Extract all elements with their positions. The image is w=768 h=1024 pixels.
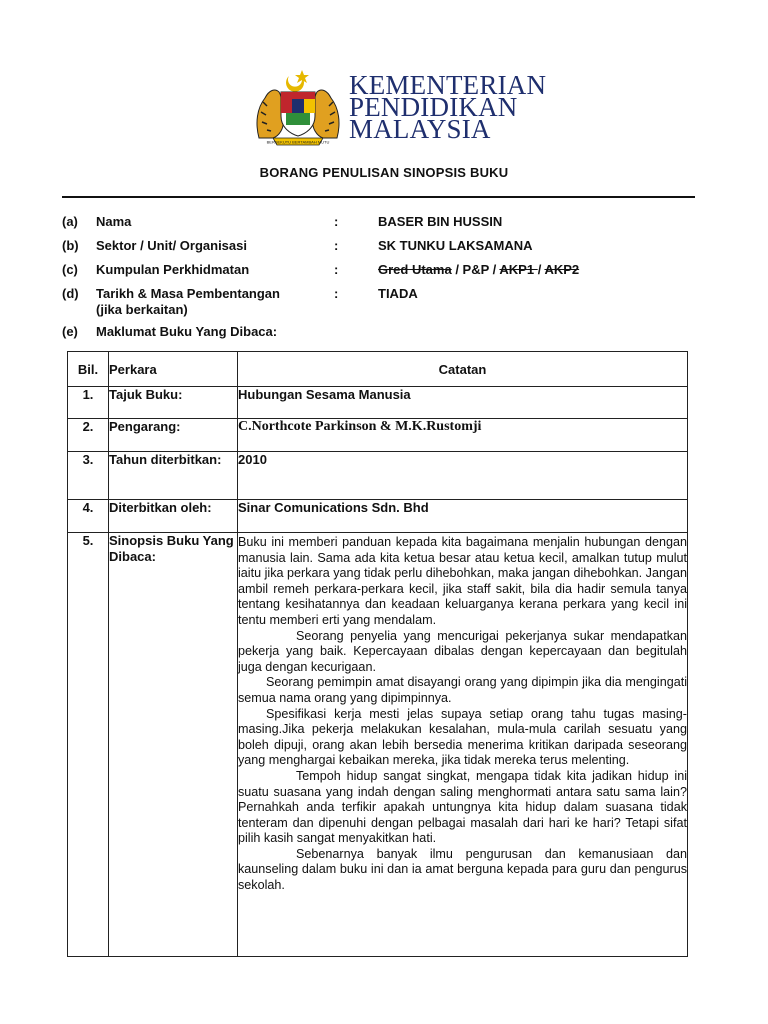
row-value xyxy=(238,533,688,957)
info-colon: : xyxy=(334,262,339,277)
info-row-tarikh xyxy=(62,286,702,324)
info-row-maklumat xyxy=(62,324,702,348)
table-row xyxy=(68,452,688,500)
table-header-row xyxy=(68,352,688,387)
info-value-kumpulan xyxy=(378,262,579,277)
title-divider xyxy=(62,196,695,198)
row-value: Hubungan Sesama Manusia xyxy=(238,387,688,419)
table-row xyxy=(68,500,688,533)
ministry-line-3: MALAYSIA xyxy=(349,114,491,144)
row-number: 5. xyxy=(68,533,109,957)
coat-of-arms-icon xyxy=(253,68,343,146)
ministry-logo xyxy=(253,68,553,148)
synopsis-paragraph: Sebenarnya banyak ilmu pengurusan dan kemanusiaan dan kaunseling dalam buku ini dan ia amat berguna kepada para guru dan pengurus sekolah. xyxy=(238,846,687,893)
struck-option: AKP2 xyxy=(544,262,580,277)
table-row xyxy=(68,387,688,419)
ministry-name xyxy=(349,70,547,144)
info-label-tarikh xyxy=(96,286,326,318)
row-label: Sinopsis Buku Yang Dibaca: xyxy=(109,533,238,957)
row-value: 2010 xyxy=(238,452,688,500)
form-title: BORANG PENULISAN SINOPSIS BUKU xyxy=(259,165,509,180)
info-colon: : xyxy=(334,238,339,253)
info-label-maklumat: Maklumat Buku Yang Dibaca: xyxy=(96,324,278,339)
row-label: Diterbitkan oleh: xyxy=(109,500,238,533)
row-number: 2. xyxy=(68,419,109,452)
row-label: Tahun diterbitkan: xyxy=(109,452,238,500)
synopsis-paragraph: Spesifikasi kerja mesti jelas supaya setiap orang tahu tugas masing-masing.Jika pekerja melakukan kesalahan, mula-mula carilah sesuatu yang boleh dipuji, orang akan lebih bersedia menerima kritikan daripada seseorang yang menghargai kebaikan mereka, jika tidak mereka terus melenting. xyxy=(238,706,687,768)
info-value-nama: BASER BIN HUSSIN xyxy=(378,214,503,229)
row-number: 1. xyxy=(68,387,109,419)
ministry-line-2: PENDIDIKAN xyxy=(349,92,518,122)
info-label-tarikh-line1: Tarikh & Masa Pembentangan xyxy=(96,286,280,301)
synopsis-paragraph: Seorang penyelia yang mencurigai pekerjanya sukar mendapatkan pekerja yang baik. Kepercayaan dibalas dengan kepercayaan dan begitulah juga dengan kecurigaan. xyxy=(238,628,687,674)
info-id: (d) xyxy=(62,286,79,301)
row-number: 3. xyxy=(68,452,109,500)
info-label-nama: Nama xyxy=(96,214,132,229)
ministry-line-1: KEMENTERIAN xyxy=(349,70,547,100)
info-id: (b) xyxy=(62,238,79,253)
info-colon: : xyxy=(334,214,339,229)
info-row-kumpulan xyxy=(62,262,702,286)
option-separator: / P&P / xyxy=(451,262,500,277)
info-id: (a) xyxy=(62,214,78,229)
struck-option: Gred Utama xyxy=(378,262,452,277)
synopsis-paragraph: Tempoh hidup sangat singkat, mengapa tidak kita jadikan hidup ini suatu suasana yang indah dengan saling menghormati antara satu sama lain? Pernahkah anda terfikir apakah untungnya kita hidup dalam suasana tidak tenteram dan dipenuhi dengan pelbagai masalah dari hari ke hari? Tetapi sifat pilih kasih sangat menyakitkan hati. xyxy=(238,768,687,846)
header-bil: Bil. xyxy=(68,352,109,387)
info-id: (e) xyxy=(62,324,78,339)
row-value: C.Northcote Parkinson & M.K.Rustomji xyxy=(238,419,688,452)
synopsis-paragraph: Buku ini memberi panduan kepada kita bagaimana menjalin hubungan dengan manusia lain. Sama ada kita ketua besar atau ketua kecil, amalkan tutup mulut iaitu jika perkara yang tidak perlu dihebohkan, maka jangan dihebohkan. Jangan ambil remeh perkara-perkara kecil, jika staff sakit, bila dia hadir semula tanya tentang kesihatannya dan keadaan keluarganya kerana perkara yang kecil ini tentu memberi erti yang mendalam. xyxy=(238,535,687,627)
book-info-table xyxy=(67,351,688,957)
table-row xyxy=(68,419,688,452)
info-value-sektor: SK TUNKU LAKSAMANA xyxy=(378,238,533,253)
synopsis-text xyxy=(238,535,687,894)
info-label-tarikh-line2: (jika berkaitan) xyxy=(96,302,188,317)
table-row xyxy=(68,533,688,957)
info-row-nama xyxy=(62,214,702,238)
row-value: Sinar Comunications Sdn. Bhd xyxy=(238,500,688,533)
row-label: Pengarang: xyxy=(109,419,238,452)
info-label-sektor: Sektor / Unit/ Organisasi xyxy=(96,238,247,253)
synopsis-paragraph: Seorang pemimpin amat disayangi orang yang dipimpin jika dia mengingati semua nama orang yang dipimpinnya. xyxy=(238,675,687,705)
info-label-kumpulan: Kumpulan Perkhidmatan xyxy=(96,262,250,277)
info-row-sektor xyxy=(62,238,702,262)
header-perkara: Perkara xyxy=(109,352,238,387)
info-value-tarikh: TIADA xyxy=(378,286,418,301)
svg-text:BERSEKUTU BERTAMBAH MUTU: BERSEKUTU BERTAMBAH MUTU xyxy=(266,139,330,145)
struck-option: AKP1 xyxy=(499,262,538,277)
info-section xyxy=(62,214,702,348)
info-colon: : xyxy=(334,286,339,301)
info-id: (c) xyxy=(62,262,78,277)
row-label: Tajuk Buku: xyxy=(109,387,238,419)
header-catatan: Catatan xyxy=(238,352,688,387)
option-separator: / xyxy=(537,262,545,277)
row-number: 4. xyxy=(68,500,109,533)
